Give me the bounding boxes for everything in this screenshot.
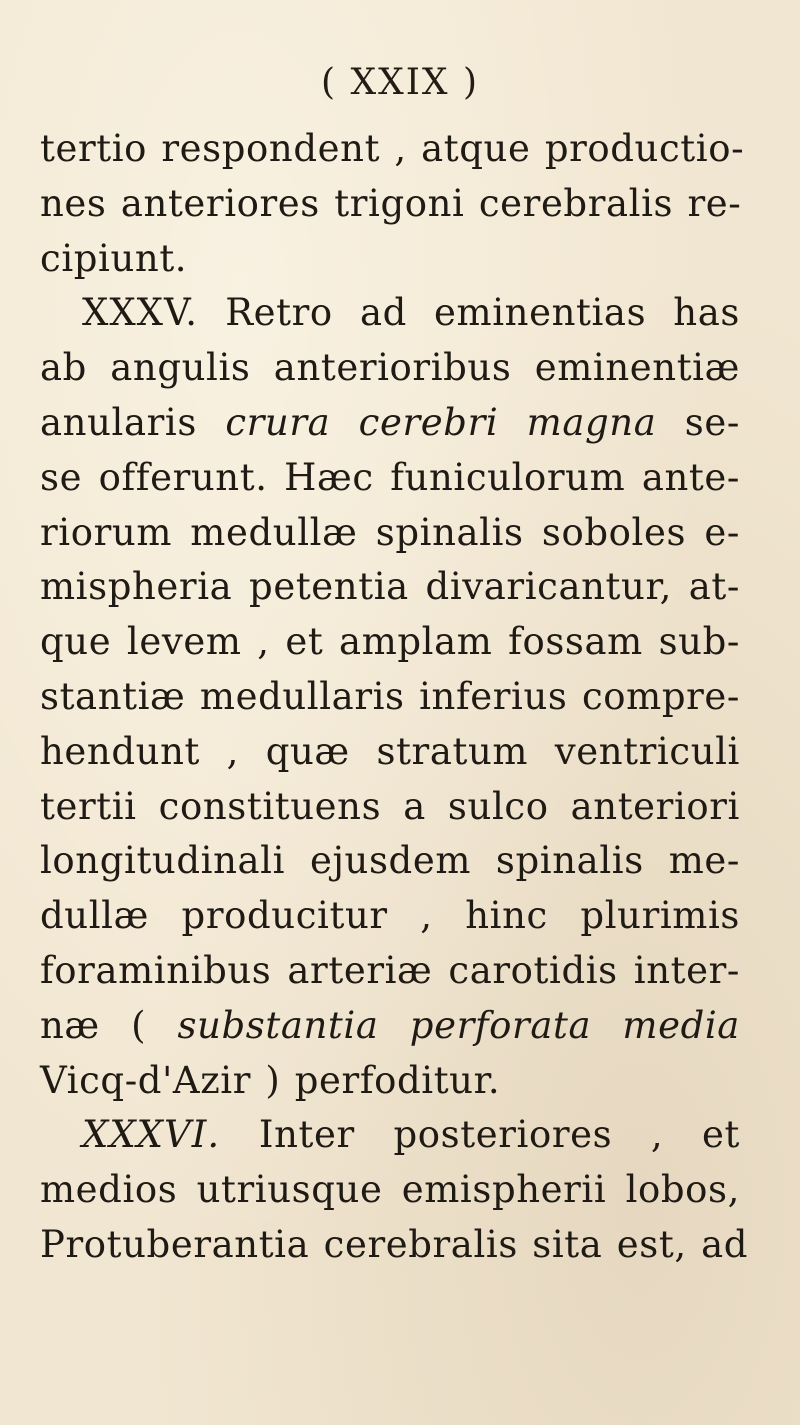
text-line: dullæ producitur , hinc plurimis bbox=[40, 894, 740, 938]
text-line: stantiæ medullaris inferius compre- bbox=[40, 674, 740, 718]
paragraph-xxxv-start bbox=[40, 286, 740, 341]
paragraph-xxxvi-start bbox=[40, 1108, 740, 1163]
text-segment: Inter posteriores , et bbox=[258, 1113, 740, 1157]
paragraph-number: XXXVI. bbox=[82, 1113, 221, 1157]
page-number-header: ( XXIX ) bbox=[320, 62, 480, 103]
text-line: riorum medullæ spinalis soboles e- bbox=[40, 510, 740, 554]
text-line-with-italic bbox=[40, 999, 740, 1054]
text-line: mispheria petentia divaricantur, at- bbox=[40, 565, 740, 609]
text-line: que levem , et amplam fossam sub- bbox=[40, 620, 740, 664]
text-segment: Retro ad eminentias has bbox=[225, 291, 740, 335]
text-line: foraminibus arteriæ carotidis inter- bbox=[40, 948, 740, 992]
text-line: Protuberantia cerebralis sita est, ad bbox=[40, 1222, 749, 1266]
text-line: nes anteriores trigoni cerebralis re- bbox=[40, 181, 742, 225]
text-line: tertio respondent , atque productio- bbox=[40, 127, 745, 170]
text-line: longitudinali ejusdem spinalis me- bbox=[40, 839, 740, 883]
text-line-with-italic bbox=[40, 396, 740, 451]
text-line: ab angulis anterioribus eminentiæ bbox=[40, 346, 740, 390]
text-line: se offerunt. Hæc funiculorum ante- bbox=[40, 455, 740, 499]
text-line: hendunt , quæ stratum ventriculi bbox=[40, 729, 740, 773]
italic-term: substantia perforata media bbox=[177, 1003, 740, 1047]
text-segment: anularis bbox=[40, 400, 197, 444]
text-line: Vicq-d'Azir ) perfoditur. bbox=[40, 1058, 501, 1102]
body-text bbox=[40, 122, 749, 1273]
italic-term: crura cerebri magna bbox=[225, 400, 657, 444]
text-segment: næ ( bbox=[40, 1003, 147, 1047]
paragraph-number: XXXV. bbox=[82, 291, 199, 335]
text-line: medios utriusque emispherii lobos, bbox=[40, 1168, 740, 1212]
text-line: tertii constituens a sulco anteriori bbox=[40, 784, 740, 828]
text-segment: se- bbox=[684, 400, 740, 444]
text-line: cipiunt. bbox=[40, 236, 188, 280]
